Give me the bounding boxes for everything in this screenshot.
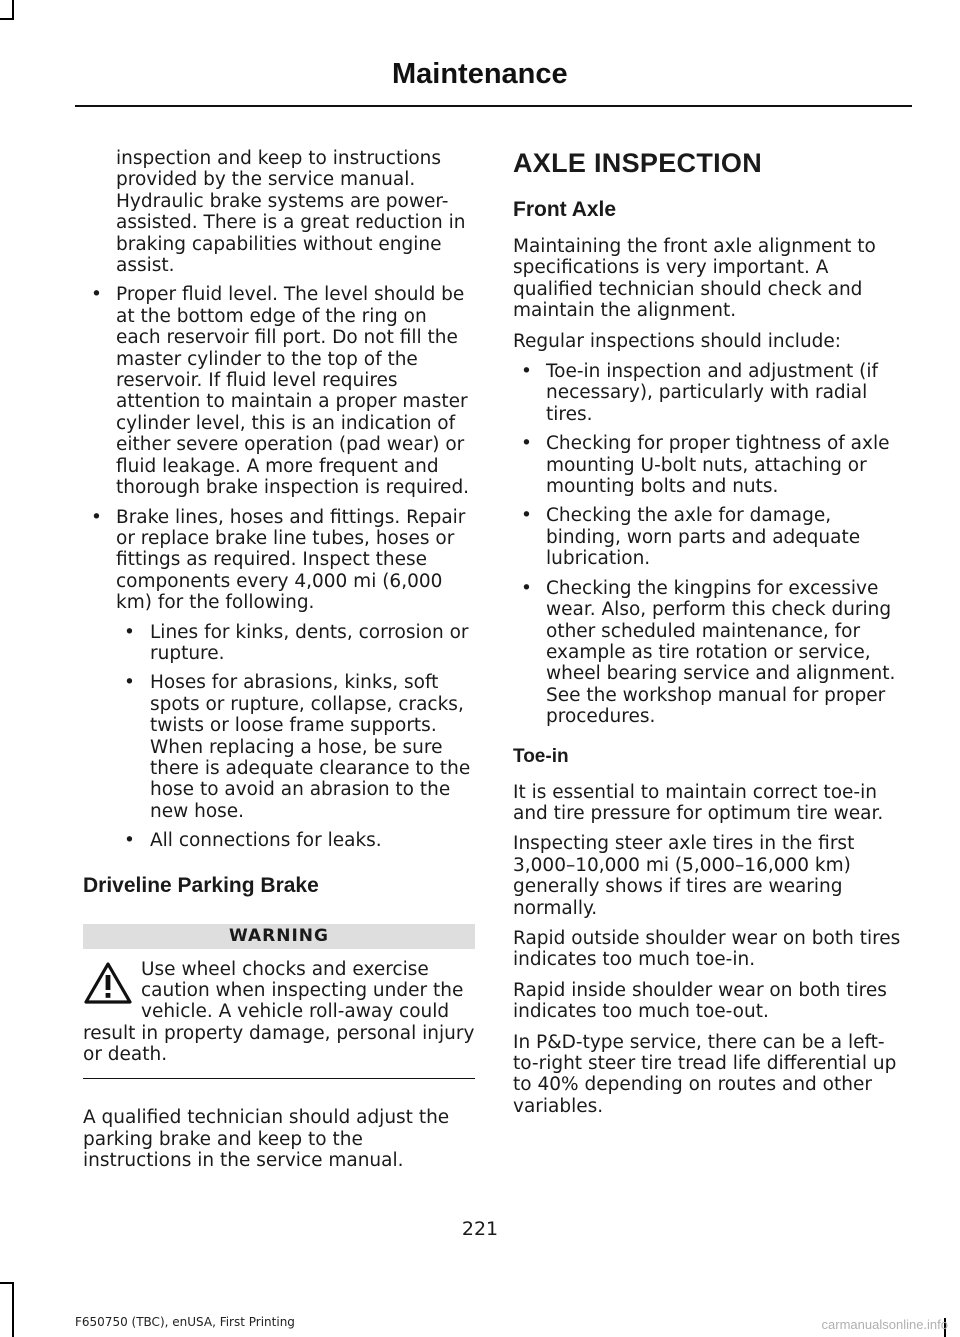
list-item: • Checking for proper tightness of axle mounting U-bolt nuts, attaching or mounting bolts and nuts.: [521, 433, 890, 498]
bullet-glyph: •: [91, 506, 102, 528]
list-item: • Checking the axle for damage, binding, worn parts and adequate lubrication.: [521, 505, 861, 570]
watermark: carmanualsonline.info: [821, 1317, 948, 1332]
left-column: [83, 148, 475, 1180]
warning-label: WARNING: [83, 924, 475, 949]
toein-paragraph: It is essential to maintain correct toe-in and tire pressure for optimum tire wear.: [513, 781, 884, 824]
bullet-glyph: •: [521, 505, 532, 527]
bullet-glyph: •: [521, 577, 532, 599]
right-column: [513, 148, 908, 1126]
list-item: • Hoses for abrasions, kinks, soft spots or rupture, collapse, cracks, twists or loose frame supports. When replacing a hose, be sure there is adequate clearance to the hose to avoid an abrasion to the new hose.: [124, 672, 471, 822]
crop-mark: [0, 18, 14, 20]
inspection-list: [513, 361, 908, 728]
warning-text: Use wheel chocks and exercise caution when inspecting under the vehicle. A vehicle roll-away could result in property damage, personal injury or death.: [83, 958, 475, 1066]
list-item: • All connections for leaks.: [124, 830, 382, 852]
intro-continuation: inspection and keep to instructions provided by the service manual. Hydraulic brake systems are power-assisted. There is a great reduction in braking capabilities without engine assist.: [116, 148, 466, 277]
warning-triangle-icon: [83, 961, 133, 1005]
list-item: • Lines for kinks, dents, corrosion or rupture.: [124, 621, 469, 664]
bullet-glyph: •: [124, 621, 135, 643]
list-item: • Checking the kingpins for excessive wear. Also, perform this check during other scheduled maintenance, for example as tire rotation or service, wheel bearing service and alignment. See the workshop manual for proper procedures.: [521, 577, 896, 728]
warning-box: [83, 959, 475, 1066]
toein-heading: Toe-in: [513, 745, 569, 767]
page-header: [0, 58, 960, 98]
list-item: • Brake lines, hoses and fittings. Repair or replace brake line tubes, hoses or fittings as required. Inspect these components every 4,000 mi (6,000 km) for the following.: [91, 506, 466, 614]
toein-paragraph: In P&D-type service, there can be a left-to-right steer tire tread life differential up to 40% depending on routes and other variables.: [513, 1031, 897, 1117]
parking-brake-text: A qualified technician should adjust the parking brake and keep to the instructions in the service manual.: [83, 1107, 450, 1171]
footer-print-info: F650750 (TBC), enUSA, First Printing: [75, 1315, 295, 1329]
bullet-glyph: •: [521, 433, 532, 455]
bullet-glyph: •: [124, 672, 135, 694]
crop-mark: [12, 1282, 14, 1337]
list-item: • Proper fluid level. The level should be at the bottom edge of the ring on each reservoir fill port. Do not fill the master cylinder to the top of the reservoir. If fluid level requires attention to maintain a proper master cylinder level, this is an indication of either severe operation (pad wear) or fluid leakage. A more frequent and thorough brake inspection is required.: [91, 284, 470, 499]
list-item: • Toe-in inspection and adjustment (if necessary), particularly with radial tires.: [521, 361, 879, 425]
header-divider: [75, 105, 912, 107]
crop-mark: [12, 0, 14, 20]
crop-mark: [0, 1282, 14, 1284]
sub-bullet-container: [83, 622, 475, 852]
toein-paragraph: Rapid outside shoulder wear on both tires indicates too much toe-in.: [513, 927, 901, 971]
inspections-intro: Regular inspections should include:: [513, 330, 842, 352]
inspection-sub-list: [116, 622, 475, 852]
axle-inspection-title: AXLE INSPECTION: [513, 148, 763, 178]
parking-brake-heading: Driveline Parking Brake: [83, 873, 319, 897]
bullet-glyph: •: [521, 361, 532, 383]
page-number: 221: [461, 1218, 499, 1240]
toein-paragraph: Rapid inside shoulder wear on both tires indicates too much toe-out.: [513, 979, 887, 1023]
bullet-glyph: •: [124, 830, 135, 852]
brake-bullet-list: [83, 284, 475, 613]
bullet-glyph: •: [91, 284, 102, 306]
warning-divider: [83, 1078, 475, 1080]
front-axle-text: Maintaining the front axle alignment to specifications is very important. A qualified technician should check and maintain the alignment.: [513, 236, 876, 322]
toein-paragraph: Inspecting steer axle tires in the first 3,000–10,000 mi (5,000–16,000 km) generally shows if tires are wearing normally.: [513, 833, 855, 919]
front-axle-heading: Front Axle: [513, 198, 617, 221]
section-title: Maintenance: [392, 58, 568, 90]
